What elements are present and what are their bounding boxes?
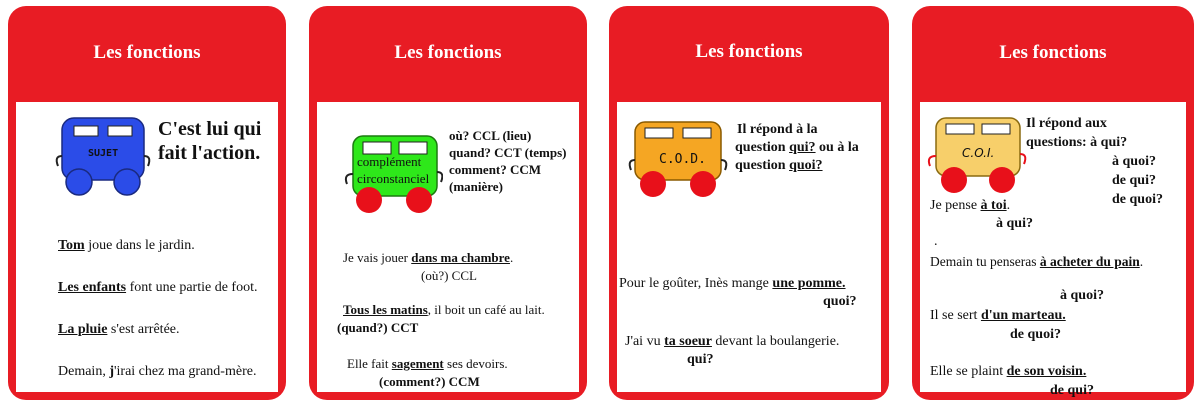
- definition-line-1: Il répond à la: [737, 122, 818, 137]
- example-2-question: à quoi?: [1060, 288, 1104, 303]
- definition-line-2: question qui? ou à la: [735, 140, 859, 155]
- card-title: Les fonctions: [394, 42, 502, 63]
- bus-label: C.O.I.: [962, 146, 995, 160]
- example-1: Je pense à toi.: [930, 198, 1011, 213]
- example-3: Elle fait sagement ses devoirs.: [347, 356, 508, 371]
- example-2-question: (quand?) CCT: [337, 320, 419, 335]
- bus-label: C.O.D.: [659, 152, 706, 167]
- definition-line-3: comment? CCM: [449, 162, 542, 177]
- example-3: La pluie s'est arrêtée.: [58, 322, 180, 337]
- example-3: Il se sert d'un marteau.: [930, 308, 1066, 323]
- example-3-question: (comment?) CCM: [379, 374, 480, 389]
- example-1: Pour le goûter, Inès mange une pomme.: [619, 276, 846, 291]
- example-1-question: à qui?: [996, 216, 1033, 231]
- example-2: Demain tu penseras à acheter du pain.: [930, 254, 1144, 269]
- definition-line-4: (manière): [449, 179, 503, 194]
- example-2: Tous les matins, il boit un café au lait.: [343, 302, 545, 317]
- bus-sujet-icon: [54, 116, 154, 198]
- card-title: Les fonctions: [999, 42, 1107, 63]
- example-3-question: de quoi?: [1010, 327, 1061, 342]
- definition-line-2: fait l'action.: [158, 142, 261, 164]
- example-2: Les enfants font une partie de foot.: [58, 280, 258, 295]
- card-body: [920, 102, 1186, 398]
- card-complement-circonstanciel: [309, 6, 587, 400]
- example-1: Tom joue dans le jardin.: [58, 238, 195, 253]
- definition-line-3: question quoi?: [735, 158, 823, 173]
- definition-line-5: de quoi?: [1112, 192, 1163, 207]
- card-title: Les fonctions: [93, 42, 201, 63]
- definition-line-2: questions: à qui?: [1026, 135, 1128, 150]
- card-title: Les fonctions: [695, 41, 803, 62]
- stray-dot: .: [934, 234, 938, 249]
- example-1-question: quoi?: [823, 294, 857, 309]
- example-4: Elle se plaint de son voisin.: [930, 364, 1087, 379]
- card-body: [617, 102, 881, 392]
- definition-line-1: où? CCL (lieu): [449, 128, 532, 143]
- card-body: [16, 102, 278, 392]
- bus-complement-icon: [339, 132, 443, 216]
- definition-line-1: C'est lui qui: [158, 118, 262, 140]
- example-1: Je vais jouer dans ma chambre.: [343, 250, 514, 265]
- card-cod: [609, 6, 889, 400]
- definition-line-4: de qui?: [1112, 173, 1156, 188]
- card-sujet: [8, 6, 286, 400]
- example-1-question: (où?) CCL: [421, 268, 477, 283]
- bus-coi-icon: [924, 116, 1028, 198]
- card-body: [317, 102, 579, 392]
- example-2-question: qui?: [687, 352, 714, 367]
- bus-label-line-2: circonstanciel: [357, 171, 430, 186]
- bus-cod-icon: [625, 120, 729, 202]
- definition-line-3: à quoi?: [1112, 154, 1156, 169]
- bus-label-line-1: complément: [357, 154, 422, 169]
- example-2: J'ai vu ta soeur devant la boulangerie.: [625, 334, 840, 349]
- card-coi: [912, 6, 1194, 400]
- example-4-question: de qui?: [1050, 383, 1094, 398]
- example-4: Demain, j'irai chez ma grand-mère.: [58, 364, 257, 379]
- bus-label: SUJET: [88, 148, 119, 159]
- definition-line-2: quand? CCT (temps): [449, 145, 567, 160]
- definition-line-1: Il répond aux: [1026, 116, 1107, 131]
